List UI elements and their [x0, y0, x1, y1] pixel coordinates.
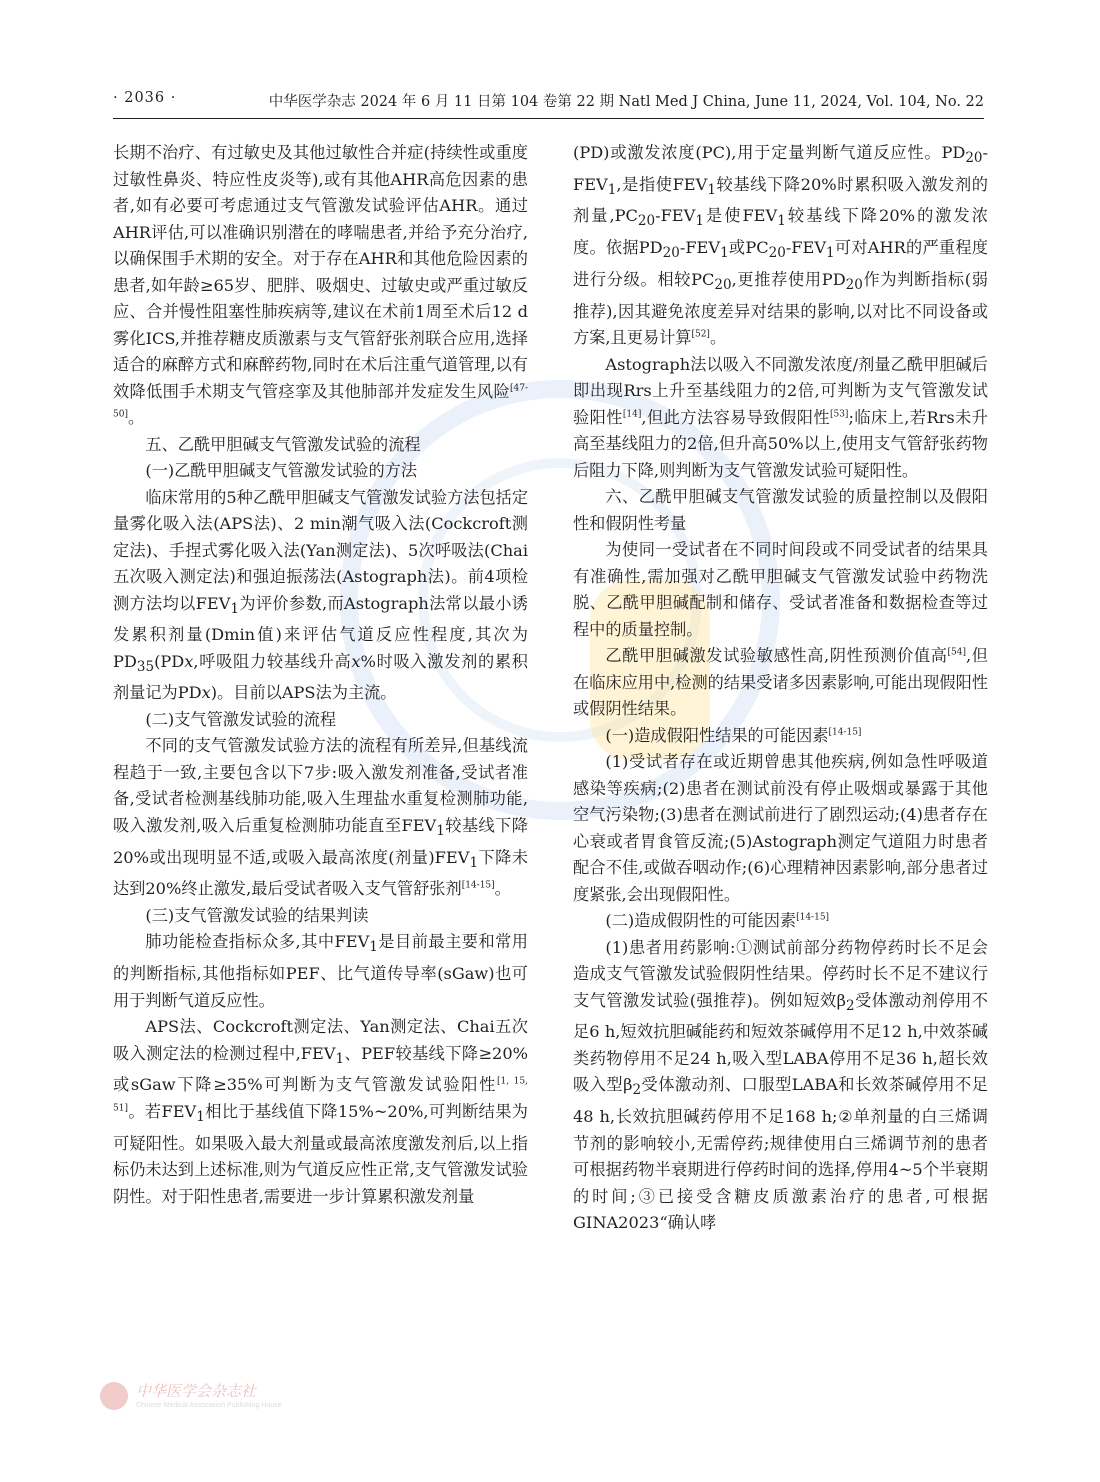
left-column — [113, 140, 528, 1210]
body-paragraph: (1)患者用药影响:①测试前部分药物停药时长不足会造成支气管激发试验假阴性结果。停药时长不足不建议行支气管激发试验(强推荐)。例如短效$\beta_2$受体激动剂停用不足6 h,短效抗胆碱能药和短效茶碱停用不足12 h,中效茶碱类药物停用不足24 h,吸入型LABA停用不足36 h,超长效吸入型$\beta_2$受体激动剂、口服型LABA和长效茶碱停用不足48 h,长效抗胆碱药停用不足168 h;②单剂量的白三烯调节剂的影响较小,无需停药;规律使用白三烯调节剂的患者可根据药物半衰期进行停药时间的选择,停用4~5个半衰期的时间;③已接受含糖皮质激素治疗的患者,可根据GINA2023“确认哮 — [573, 937, 988, 1233]
body-paragraph: 长期不治疗、有过敏史及其他过敏性合并症(持续性或重度过敏性鼻炎、特应性皮炎等),或有其他AHR高危因素的患者,如有必要可考虑通过支气管激发试验评估AHR。通过AHR评估,可以准确识别潜在的哮喘患者,并给予充分治疗,以确保围手术期的安全。对于存在AHR和其他危险因素的患者,如年龄≥65岁、肥胖、吸烟史、过敏史或严重过敏反应、合并慢性阻塞性肺疾病等,建议在术前1周至术后12 d雾化ICS,并推荐糖皮质激素与支气管舒张剂联合应用,选择适合的麻醉方式和麻醉药物,同时在术后注重气道管理,以有效降低围手术期支气管痉挛及其他肺部并发症发生风险[47-50]。 — [113, 143, 528, 427]
section-heading: (二)支气管激发试验的流程 — [145, 709, 337, 729]
body-paragraph: 六、乙酰甲胆碱支气管激发试验的质量控制以及假阳性和假阴性考量 — [573, 487, 988, 533]
publisher-seal-icon — [100, 1382, 128, 1410]
body-paragraph: 乙酰甲胆碱激发试验敏感性高,阴性预测价值高[54],但在临床应用中,检测的结果受诸多因素影响,可能出现假阳性或假阴性结果。 — [573, 646, 988, 719]
section-heading: (一)乙酰甲胆碱支气管激发试验的方法 — [145, 461, 418, 480]
body-paragraph: 为使同一受试者在不同时间段或不同受试者的结果具有准确性,需加强对乙酰甲胆碱支气管激发试验中药物洗脱、乙酰甲胆碱配制和储存、受试者准备和数据检查等过程中的质量控制。 — [573, 540, 988, 639]
publisher-name-en: Chinese Medical Association Publishing House — [136, 1402, 282, 1409]
body-paragraph: (PD)或激发浓度(PC),用于定量判断气道反应性。$PD_{20}-FEV_1$,是指使$FEV_1$较基线下降20%时累积吸入激发剂的剂量$,PC_{20}-FEV_1$是使$FEV_1$较基线下降20%的激发浓度。依据$PD_{20}-FEV_1$或$PC_{20}-FEV_1$可对AHR的严重程度进行分级。相较$PC_{20}$,更推荐使用$PD_{20}$作为判断指标(弱推荐),因其避免浓度差异对结果的影响,以对比不同设备或方案,且更易计算[52]。 — [573, 143, 989, 348]
section-heading: (三)支气管激发试验的结果判读 — [145, 905, 369, 925]
body-paragraph: 肺功能检查指标众多,其中$FEV_1$是目前最主要和常用的判断指标,其他指标如PEF、比气道传导率(sGaw)也可用于判断气道反应性。 — [113, 932, 528, 1010]
publisher-name: 中华医学会杂志社 — [136, 1382, 257, 1400]
page-header — [113, 90, 984, 114]
right-column — [573, 140, 988, 1237]
body-paragraph: APS法、Cockcroft测定法、Yan测定法、Chai五次吸入测定法的检测过程中$,FEV_1$、PEF较基线下降≥20%或sGaw下降≥35%可判断为支气管激发试验阳性[1, 15, 51]。若$FEV_1$相比于基线值下降15%~20%,可判断结果为可疑阳性。如果吸入最大剂量或最高浓度激发剂后,以上指标仍未达到上述标准,则为气道反应性正常,支气管激发试验阴性。对于阳性患者,需要进一步计算累积激发剂量 — [113, 1017, 529, 1206]
body-paragraph: 不同的支气管激发试验方法的流程有所差异,但基线流程趋于一致,主要包含以下7步:吸入激发剂准备,受试者准备,受试者检测基线肺功能,吸入生理盐水重复检测肺功能,吸入激发剂,吸入后重复检测肺功能直至$FEV_1$较基线下降20%或出现明显不适,或吸入最高浓度(剂量)$FEV_1$下降未达到20%终止激发,最后受试者吸入支气管舒张剂[14-15]。 — [113, 736, 529, 899]
section-heading: 五、乙酰甲胆碱支气管激发试验的流程 — [145, 434, 421, 454]
section-heading: (一)造成假阳性结果的可能因素[14-15] — [605, 725, 862, 745]
journal-citation: 中华医学杂志 2024 年 6 月 11 日第 104 卷第 22 期 Natl Med J China, June 11, 2024, Vol. 104, No. 22 — [268, 94, 984, 110]
publisher-logo — [100, 1380, 500, 1420]
body-paragraph: (1)受试者存在或近期曾患其他疾病,例如急性呼吸道感染等疾病;(2)患者在测试前没有停止吸烟或暴露于其他空气污染物;(3)患者在测试前进行了剧烈运动;(4)患者存在心衰或者胃食管反流;(5)Astograph测定气道阻力时患者配合不佳,或做吞咽动作;(6)心理精神因素影响,部分患者过度紧张,会出现假阳性。 — [573, 752, 988, 904]
section-heading: (二)造成假阴性的可能因素[14-15] — [605, 911, 830, 931]
body-paragraph: Astograph法以吸入不同激发浓度/剂量乙酰甲胆碱后即出现Rrs上升至基线阻力的2倍,可判断为支气管激发试验阳性[14],但此方法容易导致假阳性[53];临床上,若Rrs未升高至基线阻力的2倍,但升高50%以上,使用支气管舒张药物后阻力下降,则判断为支气管激发试验可疑阳性。 — [573, 354, 988, 480]
page-number: · 2036 · — [113, 90, 177, 106]
body-paragraph: 临床常用的5种乙酰甲胆碱支气管激发试验方法包括定量雾化吸入法(APS法)、2 min潮气吸入法(Cockcroft测定法)、手捏式雾化吸入法(Yan测定法)、5次呼吸法(Chai五次吸入测定法)和强迫振荡法(Astograph法)。前4项检测方法均以$FEV_1$为评价参数,而Astograph法常以最小诱发累积剂量(Dmin值)来评估气道反应性程度,其次为$PD_{35}(PDx$,呼吸阻力较基线升高x%时吸入激发剂的累积剂量记为PDx)。目前以APS法为主流。 — [113, 487, 529, 703]
header-rule — [113, 118, 984, 119]
